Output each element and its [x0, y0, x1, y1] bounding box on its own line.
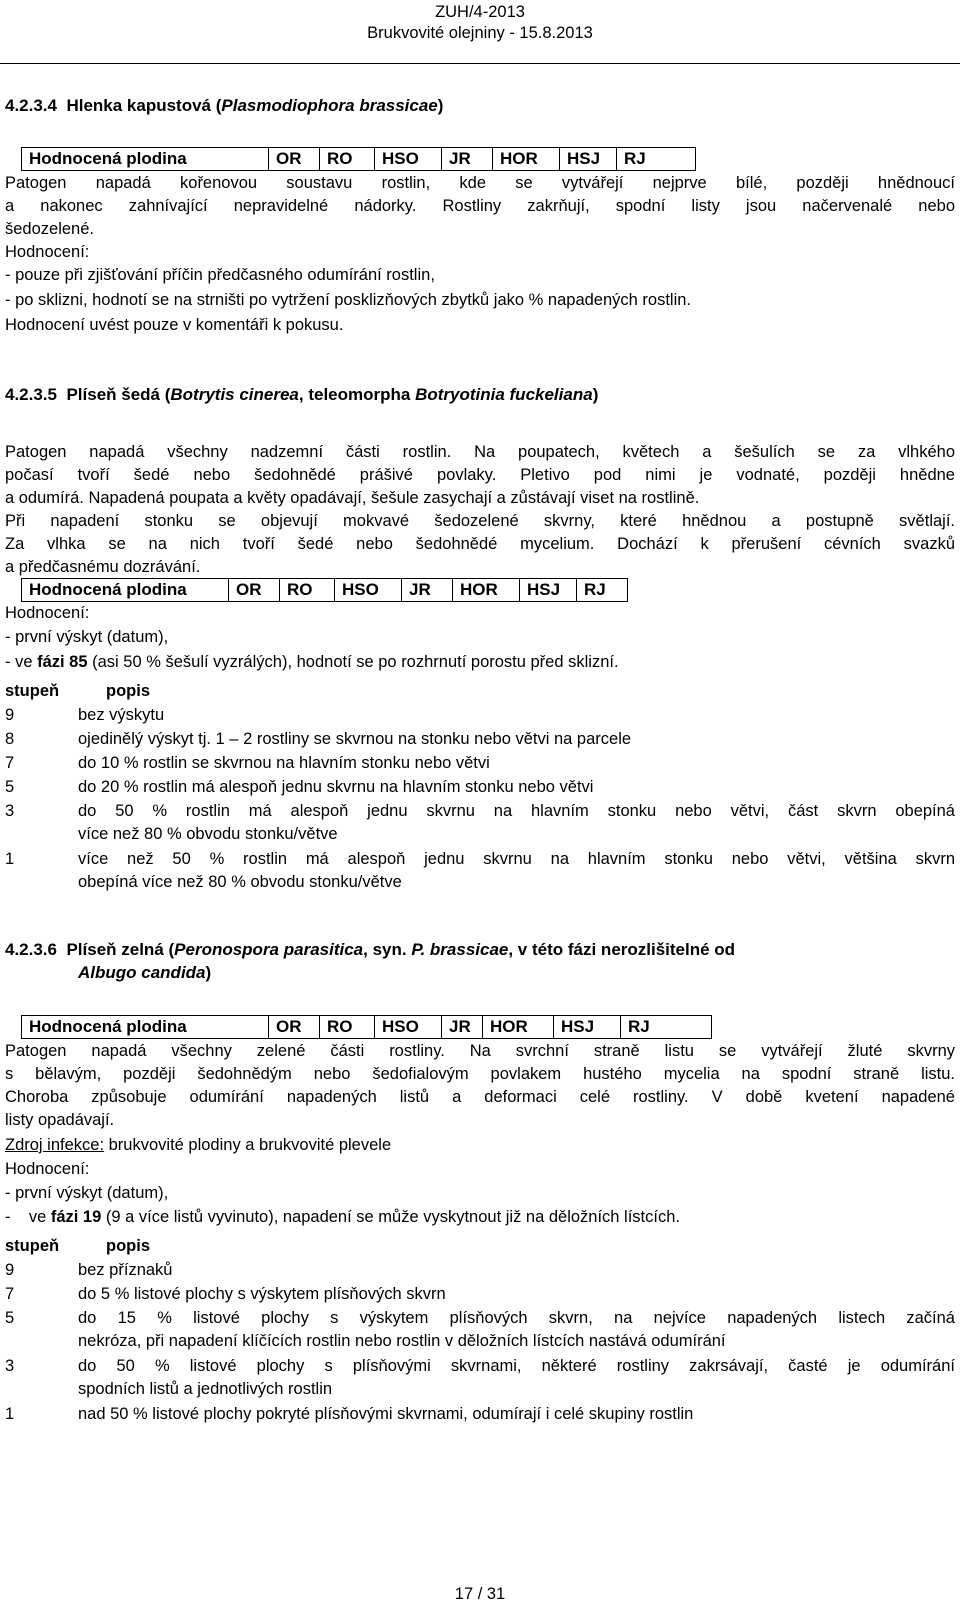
crop-cell: HSJ: [520, 579, 577, 602]
scale-description: do 5 % listové plochy s výskytem plísňových skvrn: [78, 1285, 446, 1303]
crop-cell: RO: [280, 579, 335, 602]
s3-desc-1: Patogen napadá všechny zelené části rostliny. Na svrchní straně listu se vytvářejí žluté skvrny: [5, 1042, 955, 1060]
scale-description: do 15 % listové plochy s výskytem plísňových skvrn, na nejvíce napadených listech začíná nekróza, při napadení klíčících rostlin nebo rostlin v děložních lístcích nastává odumírání: [78, 1309, 955, 1350]
s2-desc-1: Patogen napadá všechny nadzemní části rostlin. Na poupatech, květech a šešulích se za vlhkého: [5, 443, 955, 461]
header-rule: [0, 63, 960, 64]
scale-grade: 3: [5, 1357, 15, 1375]
crop-cell: RO: [320, 148, 375, 171]
crop-cell: RO: [320, 1016, 375, 1039]
scale-grade: 9: [5, 1261, 15, 1279]
section-heading-4-2-3-4: 4.2.3.4 Hlenka kapustová (Plasmodiophora brassicae): [5, 96, 444, 115]
crop-cell: Hodnocená plodina: [22, 148, 269, 171]
crop-cell: OR: [229, 579, 280, 602]
scale-grade: 1: [5, 1405, 15, 1423]
s2-eval-2: - ve fázi 85 (asi 50 % šešulí vyzrálých), hodnotí se po rozhrnutí porostu před sklizní.: [5, 653, 619, 671]
scale-grade: 7: [5, 754, 15, 772]
document-page: ZUH/4-2013 Brukvovité olejniny - 15.8.2013 4.2.3.4 Hlenka kapustová (Plasmodiophora brassicae) Hodnocená plodina OR RO HSO JR HOR HSJ RJ Patogen napadá kořenovou soustavu rostlin, kde se vytvářejí nejprve bílé, později hnědnoucí a nakonec zahnívající nepravidelné nádorky. Rostliny zakrňují, spodní listy jsou načervenalé nebo šedozelené. Hodnocení: - pouze při zjišťování příčin předčasného odumírání rostlin, - po sklizni, hodnotí se na strništi po vytržení posklizňových zbytků jako % napadených rostlin. Hodnocení uvést pouze v komentáři k pokusu. 4.2.3.5 Plíseň šedá (Botrytis cinerea, teleomorpha Botryotinia fuckeliana) Patogen napadá všechny nadzemní části rostlin. Na poupatech, květech a šešulích se za vlhkého počasí tvoří šedé nebo šedohnědé prášivé povlaky. Pletivo pod nimi je vodnaté, později hnědne a odumírá. Napadená poupata a květy opadávají, šešule zasychají a zůstávají viset na rostlině. Při napadení stonku se objevují mokvavé šedozelené skvrny, které hnědnou a postupně světlají. Za vlhka se na nich tvoří šedé nebo šedohnědé mycelium. Dochází k přerušení cévních svazků a předčasnému dozrávání. Hodnocená plodina OR RO HSO JR HOR HSJ RJ Hodnocení: - první výskyt (datum), - ve fázi 85 (asi 50 % šešulí vyzrálých), hodnotí se po rozhrnutí porostu před sklizní. stupeň popis 9 bez výskytu 8 ojedinělý výskyt tj. 1 – 2 rostliny se skvrnou na stonku nebo větvi na parcele 7 do 10 % rostlin se skvrnou na hlavním stonku nebo větvi 5 do 20 % rostlin má alespoň jednu skvrnu na hlavním stonku nebo větvi 3 do 50 % rostlin má alespoň jednu skvrnu na hlavním stonku nebo větvi, část skvrn obepíná více než 80 % obvodu stonku/větve 1 více než 50 % rostlin má alespoň jednu skvrnu na hlavním stonku nebo větvi, většina skvrn obepíná více než 80 % obvodu stonku/větve 4.2.3.6 Plíseň zelná (Peronospora parasitica, syn. P. brassicae, v této fázi nerozlišitelné od Albugo candida) Hodnocená plodina OR RO HSO JR HOR HSJ RJ Patogen napadá všechny zelené části rostliny. Na svrchní straně listu se vytvářejí žluté skvrny s bělavým, později šedohnědým nebo šedofialovým povlakem hustého mycelia na spodní straně listu. Choroba způsobuje odumírání napadených listů a deformaci celé rostliny. V době kvetení napadené listy opadávají. Zdroj infekce: brukvovité plodiny a brukvovité plevele Hodnocení: - první výskyt (datum), - ve fázi 19 (9 a více listů vyvinuto), napadení se může vyskytnout již na děložních lístcích. stupeň popis 9 bez příznaků 7 do 5 % listové plochy s výskytem plísňových skvrn 5 do 15 % listové plochy s výskytem plísňových skvrn, na nejvíce napadených listech začíná nekróza, při napadení klíčících rostlin nebo rostlin v děložních lístcích nastává odumírání 3 do 50 % listové plochy s plísňovými skvrnami, některé rostliny zakrsávají, časté je odumírání spodních listů a jednotlivých rostlin 1 nad 50 % listové plochy pokryté plísňovými skvrnami, odumírají i celé skupiny rostlin 17 / 31: [0, 0, 960, 1613]
scale-grade: 1: [5, 850, 15, 868]
scale-description: bez příznaků: [78, 1261, 173, 1279]
crop-cell: HOR: [493, 148, 560, 171]
crop-cell: OR: [269, 1016, 320, 1039]
crop-cell: HOR: [483, 1016, 554, 1039]
crop-cell: JR: [442, 148, 493, 171]
s1-eval-label: Hodnocení:: [5, 243, 90, 261]
section-heading-4-2-3-6: 4.2.3.6 Plíseň zelná (Peronospora parasitica, syn. P. brassicae, v této fázi nerozlišitelné od: [5, 940, 736, 959]
s3-eval-label: Hodnocení:: [5, 1160, 90, 1178]
s1-desc-3: šedozelené.: [5, 220, 94, 238]
crop-cell: RJ: [577, 579, 628, 602]
scale-grade: 7: [5, 1285, 15, 1303]
crop-cell: HSO: [335, 579, 402, 602]
crop-cell: Hodnocená plodina: [22, 579, 229, 602]
scale-description: do 50 % listové plochy s plísňovými skvrnami, některé rostliny zakrsávají, časté je odumírání spodních listů a jednotlivých rostlin: [78, 1357, 955, 1398]
crop-cell: HSJ: [560, 148, 617, 171]
scale-grade: 9: [5, 706, 15, 724]
s3-desc-4: listy opadávají.: [5, 1111, 115, 1129]
scale-description: ojedinělý výskyt tj. 1 – 2 rostliny se skvrnou na stonku nebo větvi na parcele: [78, 730, 632, 748]
crop-cell: RJ: [617, 148, 696, 171]
crop-cell: HSJ: [554, 1016, 621, 1039]
s1-eval-3: Hodnocení uvést pouze v komentáři k pokusu.: [5, 316, 344, 334]
s3-eval-1: - první výskyt (datum),: [5, 1184, 169, 1202]
crop-cell: HSO: [375, 1016, 442, 1039]
scale-description: nad 50 % listové plochy pokryté plísňovými skvrnami, odumírají i celé skupiny rostlin: [78, 1405, 694, 1423]
page-header: [0, 2, 960, 44]
s3-source: Zdroj infekce: brukvovité plodiny a brukvovité plevele: [5, 1136, 392, 1154]
s3-desc-2: s bělavým, později šedohnědým nebo šedofialovým povlakem hustého mycelia na spodní straně listu.: [5, 1065, 955, 1083]
section-heading-4-2-3-6-cont: Albugo candida): [78, 963, 212, 982]
s2-eval-label: Hodnocení:: [5, 604, 90, 622]
crop-cell: HSO: [375, 148, 442, 171]
crop-table-1: [21, 147, 696, 171]
section-heading-4-2-3-5: 4.2.3.5 Plíseň šedá (Botrytis cinerea, teleomorpha Botryotinia fuckeliana): [5, 385, 599, 404]
scale-description: více než 50 % rostlin má alespoň jednu skvrnu na hlavním stonku nebo větvi, většina skvrn obepíná více než 80 % obvodu stonku/větve: [78, 850, 955, 891]
scale-grade: 5: [5, 778, 15, 796]
crop-cell: JR: [442, 1016, 483, 1039]
crop-cell: OR: [269, 148, 320, 171]
doc-title: Brukvovité olejniny - 15.8.2013: [367, 24, 593, 42]
crop-cell: HOR: [453, 579, 520, 602]
scale-description: bez výskytu: [78, 706, 165, 724]
scale-description: do 10 % rostlin se skvrnou na hlavním stonku nebo větvi: [78, 754, 490, 772]
doc-id: ZUH/4-2013: [435, 3, 525, 21]
crop-table-3: [21, 1015, 712, 1039]
s1-eval-1: - pouze při zjišťování příčin předčasného odumírání rostlin,: [5, 266, 435, 284]
s1-eval-2: - po sklizni, hodnotí se na strništi po vytržení posklizňových zbytků jako % napadených rostlin.: [5, 291, 692, 309]
s3-desc-3: Choroba způsobuje odumírání napadených listů a deformaci celé rostliny. V době kvetení napadené: [5, 1088, 955, 1106]
scale-grade: 5: [5, 1309, 15, 1327]
page-number: 17 / 31: [454, 1585, 506, 1603]
scale-description: do 20 % rostlin má alespoň jednu skvrnu na hlavním stonku nebo větvi: [78, 778, 594, 796]
crop-cell: JR: [402, 579, 453, 602]
crop-table-2: [21, 578, 628, 602]
crop-cell: Hodnocená plodina: [22, 1016, 269, 1039]
s3-eval-2: - ve fázi 19 (9 a více listů vyvinuto), napadení se může vyskytnout již na děložních lístcích.: [5, 1208, 680, 1226]
s1-desc-2: a nakonec zahnívající nepravidelné nádorky. Rostliny zakrňují, spodní listy jsou načervenalé nebo: [5, 197, 955, 215]
scale-grade: 8: [5, 730, 15, 748]
s1-desc-1: Patogen napadá kořenovou soustavu rostlin, kde se vytvářejí nejprve bílé, později hnědnoucí: [5, 174, 955, 192]
crop-cell: RJ: [621, 1016, 712, 1039]
s2-desc-3: a odumírá. Napadená poupata a květy opadávají, šešule zasychají a zůstávají viset na rostlině.: [5, 489, 700, 507]
s2-desc-2: počasí tvoří šedé nebo šedohnědé prášivé povlaky. Pletivo pod nimi je vodnaté, později hnědne: [5, 466, 955, 484]
s2-desc-6: a předčasnému dozrávání.: [5, 558, 201, 576]
scale-grade: 3: [5, 802, 15, 820]
s2-eval-1: - první výskyt (datum),: [5, 628, 169, 646]
scale-description: do 50 % rostlin má alespoň jednu skvrnu na hlavním stonku nebo větvi, část skvrn obepíná více než 80 % obvodu stonku/větve: [78, 802, 955, 843]
s2-desc-4: Při napadení stonku se objevují mokvavé šedozelené skvrny, které hnědnou a postupně světlají.: [5, 512, 955, 530]
s2-desc-5: Za vlhka se na nich tvoří šedé nebo šedohnědé mycelium. Dochází k přerušení cévních svazků: [5, 535, 955, 553]
